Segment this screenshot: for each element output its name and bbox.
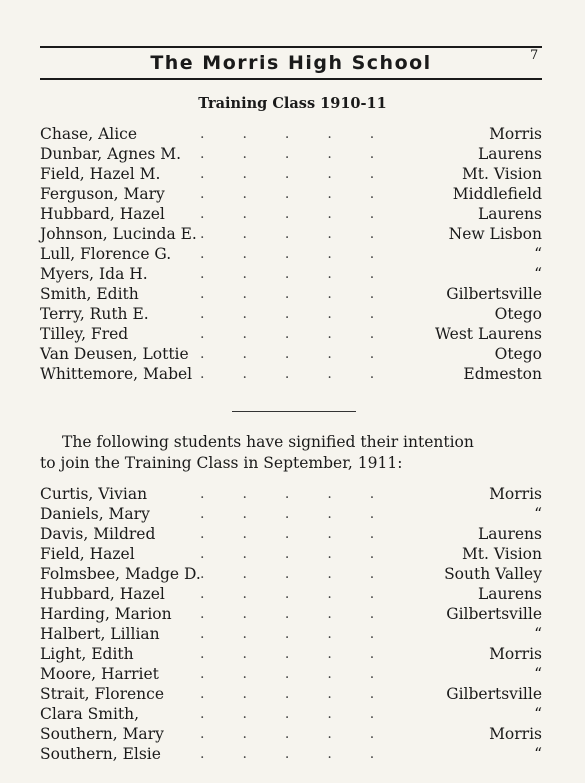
page-number: 7 xyxy=(530,48,539,63)
student-hometown: Edmeston xyxy=(463,365,542,383)
student-hometown: Laurens xyxy=(477,145,542,163)
leader-dots: ..... xyxy=(200,746,413,762)
leader-dots: ..... xyxy=(200,166,413,182)
student-name: Daniels, Mary xyxy=(40,505,150,523)
student-name: Dunbar, Agnes M. xyxy=(40,145,182,163)
leader-dots: ..... xyxy=(200,586,413,602)
student-row xyxy=(40,704,542,724)
leader-dots: ..... xyxy=(200,666,413,682)
student-hometown: “ xyxy=(534,505,542,523)
student-name: Halbert, Lillian xyxy=(40,625,160,643)
student-row xyxy=(40,624,542,644)
student-row xyxy=(40,164,542,184)
student-hometown: Middlefield xyxy=(452,185,542,203)
leader-dots: ..... xyxy=(200,206,413,222)
student-name: Clara Smith, xyxy=(40,705,140,723)
student-name: Moore, Harriet xyxy=(40,665,159,683)
student-hometown: “ xyxy=(534,245,542,263)
leader-dots: ..... xyxy=(200,346,413,362)
student-hometown: Morris xyxy=(489,485,542,503)
paragraph-line: The following students have signified their intention xyxy=(62,433,474,451)
student-row xyxy=(40,144,542,164)
student-name: Johnson, Lucinda E. xyxy=(40,225,197,243)
student-name: Hubbard, Hazel xyxy=(40,205,165,223)
leader-dots: ..... xyxy=(200,126,413,142)
student-row xyxy=(40,364,542,384)
student-row xyxy=(40,504,542,524)
student-name: Southern, Elsie xyxy=(40,745,161,763)
student-hometown: Gilbertsville xyxy=(446,285,542,303)
student-name: Terry, Ruth E. xyxy=(40,305,149,323)
leader-dots: ..... xyxy=(200,246,413,262)
student-row xyxy=(40,204,542,224)
student-row xyxy=(40,344,542,364)
student-name: Chase, Alice xyxy=(40,125,138,143)
student-name: Ferguson, Mary xyxy=(40,185,165,203)
student-row xyxy=(40,184,542,204)
student-hometown: Mt. Vision xyxy=(461,545,542,563)
student-row xyxy=(40,564,542,584)
student-name: Curtis, Vivian xyxy=(40,485,148,503)
intention-paragraph xyxy=(40,432,542,474)
student-hometown: Gilbertsville xyxy=(446,685,542,703)
student-row xyxy=(40,264,542,284)
leader-dots: ..... xyxy=(200,686,413,702)
leader-dots: ..... xyxy=(200,286,413,302)
intending-students-list xyxy=(40,484,542,764)
student-hometown: West Laurens xyxy=(435,325,542,343)
header-title: The Morris High School xyxy=(150,52,432,74)
student-name: Van Deusen, Lottie xyxy=(40,345,189,363)
student-row xyxy=(40,644,542,664)
leader-dots: ..... xyxy=(200,486,413,502)
student-row xyxy=(40,244,542,264)
student-hometown: Gilbertsville xyxy=(446,605,542,623)
section-divider xyxy=(232,411,356,412)
student-row xyxy=(40,484,542,504)
student-hometown: Laurens xyxy=(477,585,542,603)
leader-dots: ..... xyxy=(200,506,413,522)
student-row xyxy=(40,584,542,604)
leader-dots: ..... xyxy=(200,306,413,322)
leader-dots: ..... xyxy=(200,366,413,382)
student-name: Light, Edith xyxy=(40,645,134,663)
student-row xyxy=(40,744,542,764)
student-row xyxy=(40,604,542,624)
student-row xyxy=(40,124,542,144)
leader-dots: ..... xyxy=(200,626,413,642)
student-name: Harding, Marion xyxy=(40,605,172,623)
student-name: Southern, Mary xyxy=(40,725,164,743)
leader-dots: ..... xyxy=(200,226,413,242)
student-name: Smith, Edith xyxy=(40,285,139,303)
student-name: Tilley, Fred xyxy=(40,325,129,343)
leader-dots: ..... xyxy=(200,146,413,162)
leader-dots: ..... xyxy=(200,526,413,542)
student-row xyxy=(40,324,542,344)
leader-dots: ..... xyxy=(200,186,413,202)
student-hometown: South Valley xyxy=(444,565,542,583)
student-row xyxy=(40,224,542,244)
leader-dots: ..... xyxy=(200,566,413,582)
student-hometown: Mt. Vision xyxy=(461,165,542,183)
student-name: Hubbard, Hazel xyxy=(40,585,165,603)
student-hometown: “ xyxy=(534,705,542,723)
student-row xyxy=(40,664,542,684)
student-name: Field, Hazel xyxy=(40,545,135,563)
student-row xyxy=(40,304,542,324)
leader-dots: ..... xyxy=(200,266,413,282)
paragraph-line: to join the Training Class in September, 1911: xyxy=(40,454,403,472)
student-name: Whittemore, Mabel xyxy=(40,365,193,383)
running-header xyxy=(40,46,542,80)
student-hometown: Morris xyxy=(489,725,542,743)
training-class-list xyxy=(40,124,542,384)
student-name: Folmsbee, Madge D. xyxy=(40,565,201,583)
student-hometown: New Lisbon xyxy=(448,225,542,243)
leader-dots: ..... xyxy=(200,726,413,742)
leader-dots: ..... xyxy=(200,706,413,722)
student-row xyxy=(40,544,542,564)
student-row xyxy=(40,284,542,304)
student-hometown: “ xyxy=(534,265,542,283)
leader-dots: ..... xyxy=(200,326,413,342)
student-hometown: Morris xyxy=(489,125,542,143)
student-row xyxy=(40,724,542,744)
student-hometown: Laurens xyxy=(477,205,542,223)
student-hometown: “ xyxy=(534,665,542,683)
student-hometown: “ xyxy=(534,625,542,643)
student-hometown: Otego xyxy=(494,345,542,363)
student-name: Strait, Florence xyxy=(40,685,164,703)
leader-dots: ..... xyxy=(200,546,413,562)
leader-dots: ..... xyxy=(200,646,413,662)
student-hometown: Morris xyxy=(489,645,542,663)
student-name: Davis, Mildred xyxy=(40,525,156,543)
section-title: Training Class 1910-11 xyxy=(198,95,387,112)
student-row xyxy=(40,684,542,704)
leader-dots: ..... xyxy=(200,606,413,622)
student-name: Field, Hazel M. xyxy=(40,165,161,183)
student-hometown: Otego xyxy=(494,305,542,323)
student-hometown: “ xyxy=(534,745,542,763)
student-hometown: Laurens xyxy=(477,525,542,543)
student-name: Lull, Florence G. xyxy=(40,245,172,263)
student-row xyxy=(40,524,542,544)
student-name: Myers, Ida H. xyxy=(40,265,148,283)
